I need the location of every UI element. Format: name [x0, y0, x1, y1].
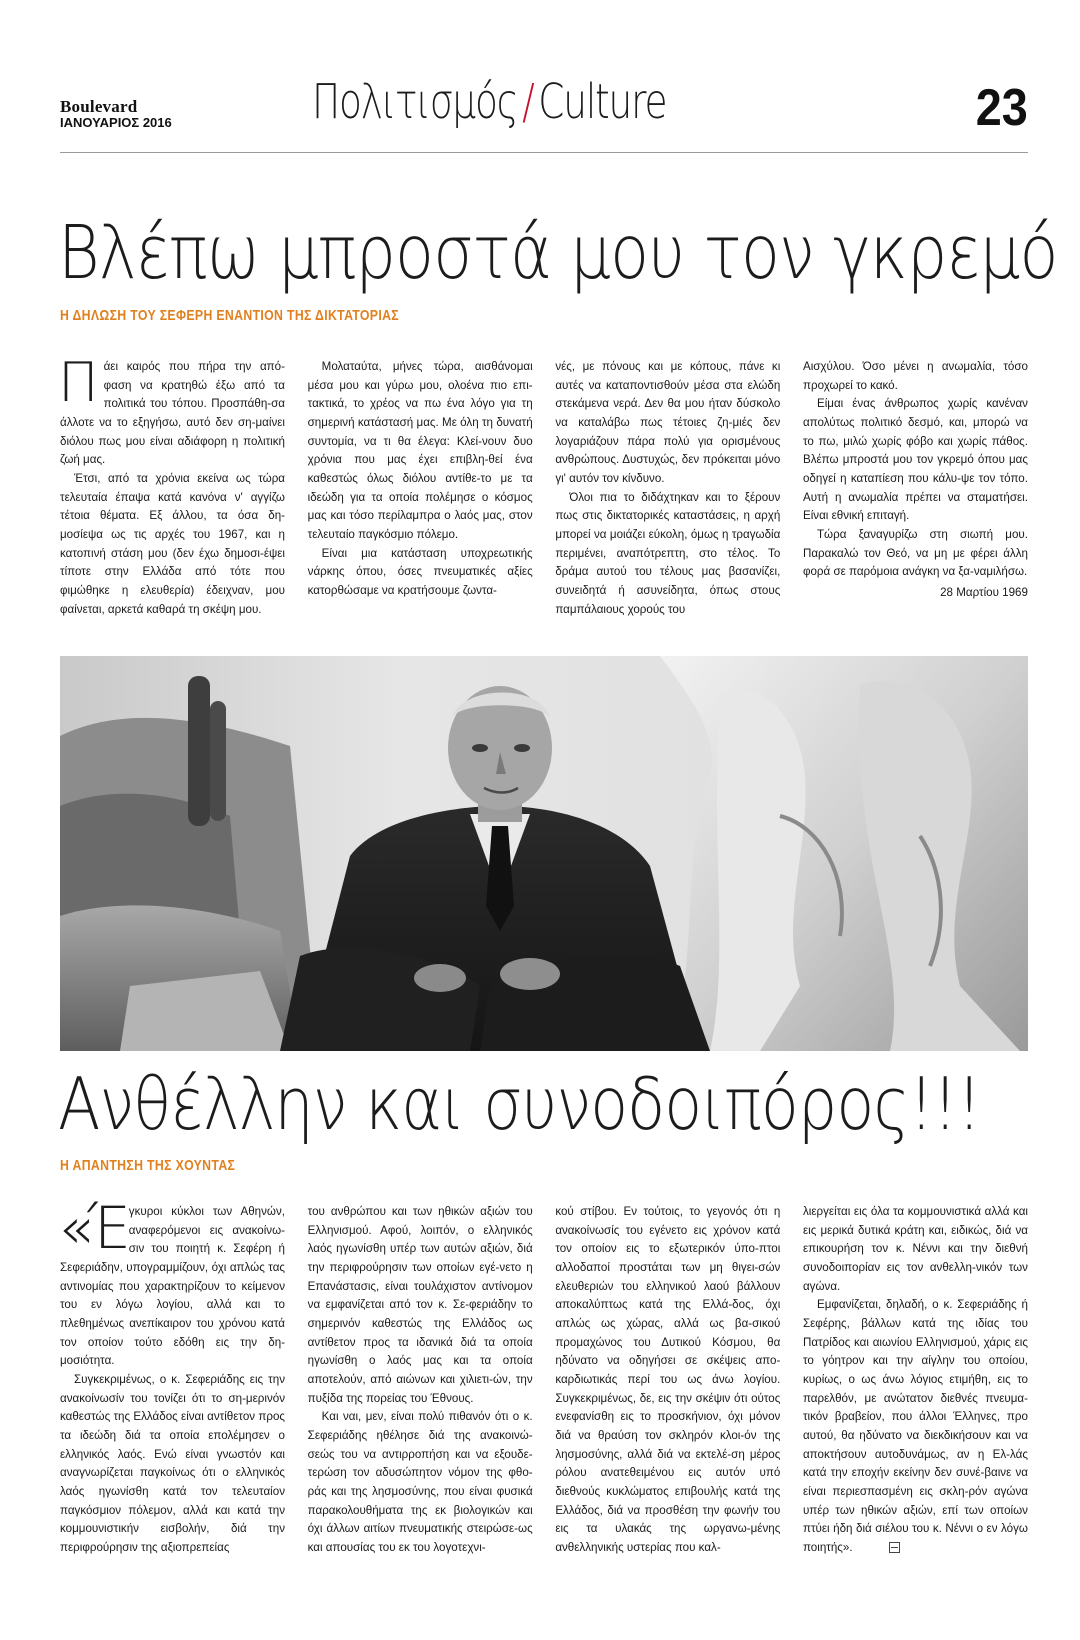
drop-cap: «Έ	[58, 1194, 125, 1262]
article1-paragraph: Έτσι, από τα χρόνια εκείνα ως τώρα τελευταία έπαψα κατά κανόνα ν' αγγίζω τέτοια θέματα. Εξ άλλου, τα όσα δη-μοσίεψα ως τις αρχές του 1967, και η κατοπινή στάση μου (δεν έχω δημοσι-έψει τίποτε στην Ελλάδα από τότε που φιμώθηκε η ελευθερία) έδειχναν, μου φαίνεται, αρκετά καθαρά τη σκέψη μου.	[60, 471, 285, 616]
article1-kicker: Η ΔΗΛΩΣΗ ΤΟΥ ΣΕΦΕΡΗ ΕΝΑΝΤΙΟΝ ΤΗΣ ΔΙΚΤΑΤΟΡΙΑΣ	[60, 307, 400, 324]
article2-body	[58, 1194, 1028, 1583]
article1-column-4	[803, 358, 1028, 628]
section-title	[312, 74, 667, 130]
article2-column-1	[58, 1194, 285, 1583]
article1-body	[58, 351, 1028, 628]
article1-column-3	[555, 358, 780, 628]
header-divider	[60, 152, 1028, 153]
section-title-slash: /	[522, 74, 534, 130]
article1-paragraph: νές, με πόνους και με κόπους, πάνε κι αυτές να καταποντισθούν μέσα στα ελώδη στεκάμενα νερά. Δεν θα μου ήταν δύσκολο να καταλάβω πως τέτοιες ζη-μιές δεν λογαριάζουν πάρα πολύ για ορισμένους ανθρώπους. Δυστυχώς, δεν πρόκειται μόνο γι' αυτόν τον κίνδυνο.	[555, 360, 781, 485]
page-number: 23	[975, 79, 1028, 137]
article2-paragraph: του ανθρώπου και των ηθικών αξιών του Ελληνισμού. Αφού, λοιπόν, ο ελληνικός λαός ηγωνίσθη υπέρ των αυτών αξιών, διά την περιφρούρησιν των οποίων εγέ-νετο η Επανάστασις, είναι τουλάχιστον αντίνομον να εμφανίζεται από τον κ. Σε-φεριάδην το σημερινόν καθεστώς της Ελλάδος ως αντίθετον προς τα ιδανικά διά τα οποία ηγωνίσθη ο λαός μας και τα οποία αποτελούν, από αιώνων και χιλιετι-ών, την πυξίδα της πορείας του Έθνους.	[307, 1205, 533, 1405]
article2-paragraph: Συγκεκριμένως, ο κ. Σεφεριάδης εις την ανακοίνωσίν του τονίζει ότι το ση-μερινόν καθεστώς της Ελλάδος είναι αντίθετον προς τα ιδεώδη διά τα οποία επολέμησεν ο ελληνικός λαός. Ενώ είναι γνωστόν και αναγνωρίζεται παγκοίνως ότι ο ελληνικός λαός ηγωνίσθη κατά τον τελευταίον παγκόσμιον πόλεμον, αλλά και κατά την κομμουνιστικήν εισβολήν, διά την περιφρούρησιν της αξιοπρεπείας	[60, 1372, 285, 1554]
paragraph-text: Εμφανίζεται, δηλαδή, ο κ. Σεφεριάδης ή Σεφέρης, βάλλων κατά της ιδίας του Πατρίδος και αιωνίου Ελληνισμού, χάρις εις το γόητρον και την αίγλην του οποίου, κυρίως, ο ως άνω λόγιος ετιμήθη, εις το παρελθόν, με ανώτατον διεθνές πνευμα-τικόν βραβείον, που άλλοι Έλληνες, προ αυτού, θα ηδύνατο να διεκδικήσουν και να αποκτήσουν αυτοδυνάμως, αν η Ελ-λάς κατά την εποχήν εκείνην δεν συνέ-βαινε να είναι περιεσπασμένη εις σκλη-ρόν αγώνα υπέρ των ηθικών αξιών, επί των οποίων πτύει ήδη διά σιέλου του κ. Νέννι ο εν λόγω ποιητής».	[802, 1298, 1028, 1554]
paragraph-text: γκυροι κύκλοι των Αθηνών, αναφερόμενοι εις ανακοίνω-σιν του ποιητή κ. Σεφέρη ή Σεφεριάδην, υπογραμμίζουν, όχι απλώς τας αντινομίας που χαρακτηρίζουν το κείμενον του εν λόγω λογίου, αλλά και το πλεθημένως ανεπίκαιρον του χρόνου κατά τον οποίον τούτο εδόθη εις την δη-μοσιότητα.	[60, 1205, 285, 1368]
article2-column-2	[308, 1203, 533, 1583]
article1-column-2	[308, 358, 533, 628]
article1-paragraph: Μολαταύτα, μήνες τώρα, αισθάνομαι μέσα μου και γύρω μου, ολοένα πιο επι-τακτικά, το χρέος να πω ένα λόγο για τη σημερινή κατάστασή μας. Με όλη τη δυνατή συντομία, να τι θα έλεγα: Κλεί-νουν δυο χρόνια που μας έχει επιβλη-θεί ένα καθεστώς όλως διόλου αντίθε-το με τα ιδεώδη για τα οποία πολέμησε ο κόσμος μας και τόσο περίλαμπρα ο λαός μας, στον τελευταίο παγκόσμιο πόλεμο.	[307, 360, 533, 541]
article2-paragraph	[803, 1296, 1028, 1557]
article1-paragraph: Τώρα ξαναγυρίζω στη σιωπή μου. Παρακαλώ τον Θεό, να μη με φέρει άλλη φορά σε παρόμοια ανάγκη να ξα-ναμιλήσω.	[802, 527, 1028, 579]
article2-paragraph	[58, 1194, 285, 1371]
masthead	[60, 98, 172, 129]
article2-headline: Ανθέλλην και συνοδοιπόρος!!!	[58, 1062, 981, 1146]
article2-column-4	[803, 1203, 1028, 1583]
article1-headline: Βλέπω μπροστά μου τον γκρεμό	[58, 210, 1058, 296]
article2-paragraph: λιεργείται εις όλα τα κομμουνιστικά αλλά και εις μερικά δυτικά κράτη και, ειδικώς, διά να επικουρήση τον κ. Νέννι και την διεθνή συνοδοιπορίαν εις τον ανθελλη-νικόν των αγώνα.	[802, 1205, 1028, 1293]
portrait-photo	[60, 656, 1028, 1051]
section-title-english: Culture	[538, 74, 667, 130]
section-title-greek: Πολιτισμός	[312, 74, 518, 130]
publication-name: Boulevard	[60, 97, 138, 116]
article1-paragraph	[58, 351, 285, 470]
drop-cap: Π	[58, 351, 99, 414]
article1-signature-date: 28 Μαρτίου 1969	[940, 585, 1028, 599]
article2-paragraph: Και ναι, μεν, είναι πολύ πιθανόν ότι ο κ. Σεφεριάδης ηθέλησε διά της ανακοινώ-σεώς του να αντιρροπήση και να εξουδε-τερώση τον αδυσώπητον νόμον της φθο-ράς και της λησμοσύνης, που είναι φυσικά παρακολουθήματα της εκ βιολογικών και όχι άλλων αιτίων πνευματικής στειρώσε-ως και απουσίας του εκ του λογοτεχνι-	[307, 1410, 533, 1554]
article2-paragraph: κού στίβου. Εν τούτοις, το γεγονός ότι η ανακοίνωσίς του εγένετο εις χρόνον κατά τον οποίον εις το εξωτερικόν ύπο-πτοι αλλοδαποί προστάται των μη θιγει-σών ελευθεριών του ελληνικού λαού βάλλουν αποκαλύπτως κατά της Ελλά-δος, όχι απλώς ως χώρας, αλλά ως βα-σικού προμαχώνος του Δυτικού Κόσμου, θα ηδύνατο να οδηγήσει σε σκέψεις απο-καρδιωτικάς περί του ως άνω λογίου. Συγκεκριμένως, δε, εις την σκέψιν ότι ούτος ενεφανίσθη εις το προσκήνιον, όχι μόνον διά να θραύση τον σκληρόν κλοι-όν της λησμοσύνης, αλλά διά να εκτελέ-ση μέρος ρόλου ανατεθειμένου εις αυτόν υπό διεθνούς κυκλώματος επιβουλής κατά της Ελλάδος, διά να προσθέση την φωνήν του εις τα υλακάς της ωργανω-μένης ανθελληνικής υστερίας που καλ-	[555, 1205, 781, 1554]
end-of-article-icon	[889, 1542, 900, 1553]
article2-column-3	[555, 1203, 780, 1583]
article1-column-1	[58, 351, 285, 628]
article1-paragraph: Είναι μια κατάσταση υποχρεωτικής νάρκης όπου, όσες πνευματικές αξίες κατορθώσαμε να κρατήσουμε ζωντα-	[307, 546, 533, 597]
article1-paragraph: Αισχύλου. Όσο μένει η ανωμαλία, τόσο προχωρεί το κακό.	[802, 360, 1028, 392]
article1-paragraph: Είμαι ένας άνθρωπος χωρίς κανέναν απολύτως πολιτικό δεσμό, και, μπορώ να το πω, μιλώ χωρίς φόβο και χωρίς πάθος. Βλέπω μπροστά μου τον γκρεμό όπου μας οδηγεί η καταπίεση που κάλυ-ψε τον τόπο. Αυτή η ανωμαλία πρέπει να σταματήσει. Είναι εθνική επιταγή.	[802, 397, 1028, 523]
issue-date: ΙΑΝΟΥΑΡΙΟΣ 2016	[60, 115, 172, 130]
paragraph-text: άει καιρός που πήρα την από-φαση να κρατηθώ έξω από τα πολιτικά του τόπου. Προσπάθη-σα άλλοτε να το εξηγήσω, αυτό δεν ση-μαίνει διόλου πως μου είναι αδιάφορη η πολιτική ζωή μας.	[60, 360, 285, 467]
article1-paragraph: Όλοι πια το διδάχτηκαν και το ξέρουν πως στις δικτατορικές καταστάσεις, η αρχή μπορεί να μοιάζει εύκολη, όμως η τραγωδία περιμένει, αναπότρεπτη, στο τέλος. Το δράμα αυτού του τέλους μας βασανίζει, συνειδητά ή ασυνείδητα, όπως στους παμπάλαιους χορούς του	[555, 490, 781, 616]
article2-kicker: Η ΑΠΑΝΤΗΣΗ ΤΗΣ ΧΟΥΝΤΑΣ	[60, 1157, 236, 1174]
